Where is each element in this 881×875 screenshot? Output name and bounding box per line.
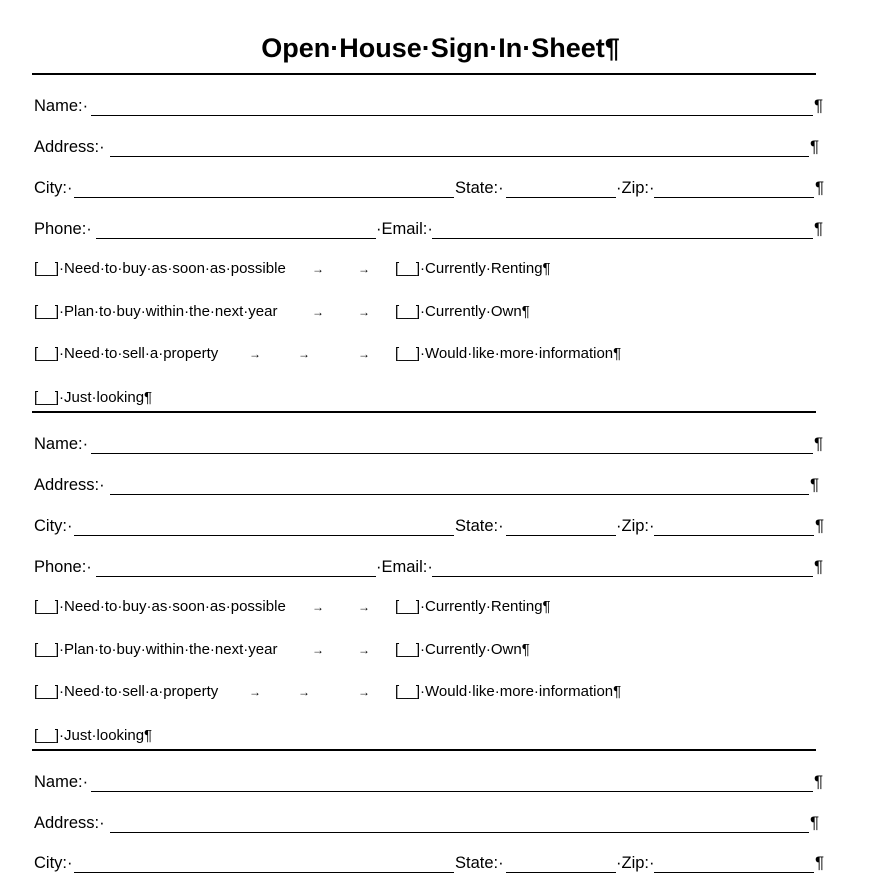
tab-arrow-icon: → (298, 685, 310, 699)
address-label: Address:· (34, 476, 105, 494)
pilcrow: ¶ (814, 557, 824, 576)
pilcrow: ¶ (814, 96, 824, 115)
city-field[interactable] (74, 197, 454, 198)
phone-field[interactable] (96, 576, 376, 577)
option-just-looking[interactable]: [__]·Just·looking¶ (34, 727, 153, 744)
pilcrow: ¶ (810, 475, 820, 494)
tab-arrow-icon: → (358, 305, 370, 319)
tab-arrow-icon: → (358, 600, 370, 614)
option-currently-renting[interactable]: [__]·Currently·Renting¶ (395, 260, 551, 277)
email-field[interactable] (432, 238, 813, 239)
option-more-info[interactable]: [__]·Would·like·more·information¶ (395, 683, 622, 700)
email-label: ·Email:· (376, 220, 433, 238)
pilcrow: ¶ (815, 853, 825, 872)
name-field[interactable] (91, 115, 813, 116)
name-label: Name:· (34, 97, 89, 115)
option-need-to-sell[interactable]: [__]·Need·to·sell·a·property (34, 683, 219, 700)
city-state-zip-line (34, 178, 834, 200)
option-just-looking[interactable]: [__]·Just·looking¶ (34, 389, 153, 406)
pilcrow: ¶ (815, 516, 825, 535)
address-line (34, 475, 834, 497)
zip-label: ·Zip:· (616, 854, 655, 872)
city-label: City:· (34, 517, 73, 535)
address-field[interactable] (110, 832, 809, 833)
option-currently-own[interactable]: [__]·Currently·Own¶ (395, 303, 530, 320)
address-label: Address:· (34, 814, 105, 832)
name-label: Name:· (34, 435, 89, 453)
state-label: State:· (455, 854, 504, 872)
name-label: Name:· (34, 773, 89, 791)
tab-arrow-icon: → (358, 347, 370, 361)
city-state-zip-line (34, 853, 834, 875)
name-line (34, 772, 834, 794)
tab-arrow-icon: → (312, 600, 324, 614)
state-field[interactable] (506, 872, 616, 873)
option-need-to-sell[interactable]: [__]·Need·to·sell·a·property (34, 345, 219, 362)
phone-label: Phone:· (34, 220, 92, 238)
state-label: State:· (455, 179, 504, 197)
pilcrow: ¶ (815, 178, 825, 197)
page-title: Open·House·Sign·In·Sheet¶ (261, 33, 620, 63)
city-field[interactable] (74, 872, 454, 873)
address-field[interactable] (110, 156, 809, 157)
zip-field[interactable] (654, 197, 814, 198)
tab-arrow-icon: → (312, 262, 324, 276)
email-label: ·Email:· (376, 558, 433, 576)
pilcrow: ¶ (814, 772, 824, 791)
address-field[interactable] (110, 494, 809, 495)
pilcrow: ¶ (814, 434, 824, 453)
name-field[interactable] (91, 453, 813, 454)
city-label: City:· (34, 854, 73, 872)
name-line (34, 434, 834, 456)
tab-arrow-icon: → (249, 347, 261, 361)
tab-arrow-icon: → (298, 347, 310, 361)
state-field[interactable] (506, 197, 616, 198)
option-more-info[interactable]: [__]·Would·like·more·information¶ (395, 345, 622, 362)
tab-arrow-icon: → (312, 305, 324, 319)
phone-email-line (34, 219, 834, 241)
email-field[interactable] (432, 576, 813, 577)
option-currently-renting[interactable]: [__]·Currently·Renting¶ (395, 598, 551, 615)
city-label: City:· (34, 179, 73, 197)
zip-field[interactable] (654, 535, 814, 536)
option-buy-asap[interactable]: [__]·Need·to·buy·as·soon·as·possible (34, 260, 286, 277)
city-state-zip-line (34, 516, 834, 538)
pilcrow: ¶ (814, 219, 824, 238)
address-line (34, 137, 834, 159)
divider (32, 73, 816, 75)
divider (32, 749, 816, 751)
tab-arrow-icon: → (358, 262, 370, 276)
pilcrow: ¶ (810, 137, 820, 156)
option-buy-asap[interactable]: [__]·Need·to·buy·as·soon·as·possible (34, 598, 286, 615)
zip-field[interactable] (654, 872, 814, 873)
name-line (34, 96, 834, 118)
tab-arrow-icon: → (358, 643, 370, 657)
tab-arrow-icon: → (358, 685, 370, 699)
divider (32, 411, 816, 413)
address-line (34, 813, 834, 835)
tab-arrow-icon: → (312, 643, 324, 657)
city-field[interactable] (74, 535, 454, 536)
phone-field[interactable] (96, 238, 376, 239)
pilcrow: ¶ (810, 813, 820, 832)
zip-label: ·Zip:· (616, 179, 655, 197)
option-currently-own[interactable]: [__]·Currently·Own¶ (395, 641, 530, 658)
tab-arrow-icon: → (249, 685, 261, 699)
address-label: Address:· (34, 138, 105, 156)
phone-email-line (34, 557, 834, 579)
phone-label: Phone:· (34, 558, 92, 576)
option-plan-to-buy[interactable]: [__]·Plan·to·buy·within·the·next·year (34, 641, 278, 658)
name-field[interactable] (91, 791, 813, 792)
option-plan-to-buy[interactable]: [__]·Plan·to·buy·within·the·next·year (34, 303, 278, 320)
zip-label: ·Zip:· (616, 517, 655, 535)
state-field[interactable] (506, 535, 616, 536)
state-label: State:· (455, 517, 504, 535)
